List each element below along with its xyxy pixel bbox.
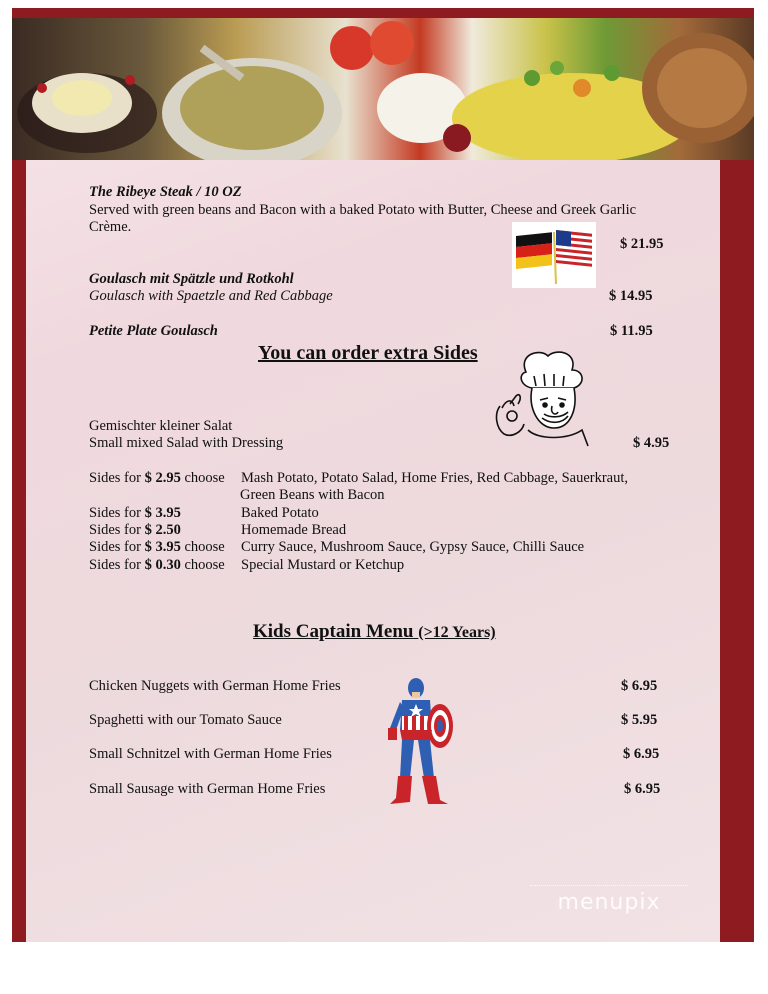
ribeye-title: The Ribeye Steak / 10 OZ — [89, 184, 242, 200]
sides-items: Mash Potato, Potato Salad, Home Fries, Red Cabbage, Sauerkraut, — [241, 470, 629, 486]
sides-label: Sides for $ 2.95 choose — [89, 470, 225, 486]
sides-items: Special Mustard or Ketchup — [241, 557, 405, 573]
kids-item-price: $ 5.95 — [621, 712, 658, 728]
salad-price: $ 4.95 — [633, 435, 670, 451]
sides-items: Homemade Bread — [241, 522, 347, 538]
kids-item: Chicken Nuggets with German Home Fries — [89, 678, 341, 694]
watermark-logo: menupix — [530, 885, 688, 920]
kids-item-price: $ 6.95 — [621, 678, 658, 694]
captain-hero-icon — [386, 676, 458, 813]
salad-german: Gemischter kleiner Salat — [89, 418, 233, 434]
ribeye-desc-2: Crème. — [89, 219, 132, 235]
kids-item: Spaghetti with our Tomato Sauce — [89, 712, 282, 728]
sides-items-cont: Green Beans with Bacon — [240, 487, 385, 503]
goulasch-subtitle: Goulasch with Spaetzle and Red Cabbage — [89, 288, 333, 304]
sides-label: Sides for $ 3.95 — [89, 505, 181, 521]
kids-item-price: $ 6.95 — [623, 746, 660, 762]
goulasch-title: Goulasch mit Spätzle und Rotkohl — [89, 271, 294, 287]
sides-label: Sides for $ 0.30 choose — [89, 557, 225, 573]
sides-heading: You can order extra Sides — [258, 342, 478, 364]
kids-heading: Kids Captain Menu (>12 Years) — [253, 621, 496, 642]
kids-item-price: $ 6.95 — [624, 781, 661, 797]
sides-label: Sides for $ 2.50 — [89, 522, 181, 538]
petite-title: Petite Plate Goulasch — [89, 323, 218, 339]
ribeye-price: $ 21.95 — [620, 236, 664, 252]
food-banner-photo — [12, 18, 754, 160]
frame-notch — [720, 160, 754, 166]
sides-items: Curry Sauce, Mushroom Sauce, Gypsy Sauce, Chilli Sauce — [241, 539, 585, 555]
german-us-flags-icon — [512, 222, 596, 288]
kids-item: Small Sausage with German Home Fries — [89, 781, 326, 797]
kids-item: Small Schnitzel with German Home Fries — [89, 746, 332, 762]
ribeye-desc-1: Served with green beans and Bacon with a baked Potato with Butter, Cheese and Greek Garlic — [89, 202, 637, 218]
petite-price: $ 11.95 — [610, 323, 653, 339]
sides-items: Baked Potato — [241, 505, 319, 521]
chef-icon — [488, 348, 592, 455]
salad-english: Small mixed Salad with Dressing — [89, 435, 284, 451]
sides-label: Sides for $ 3.95 choose — [89, 539, 225, 555]
goulasch-price: $ 14.95 — [609, 288, 653, 304]
